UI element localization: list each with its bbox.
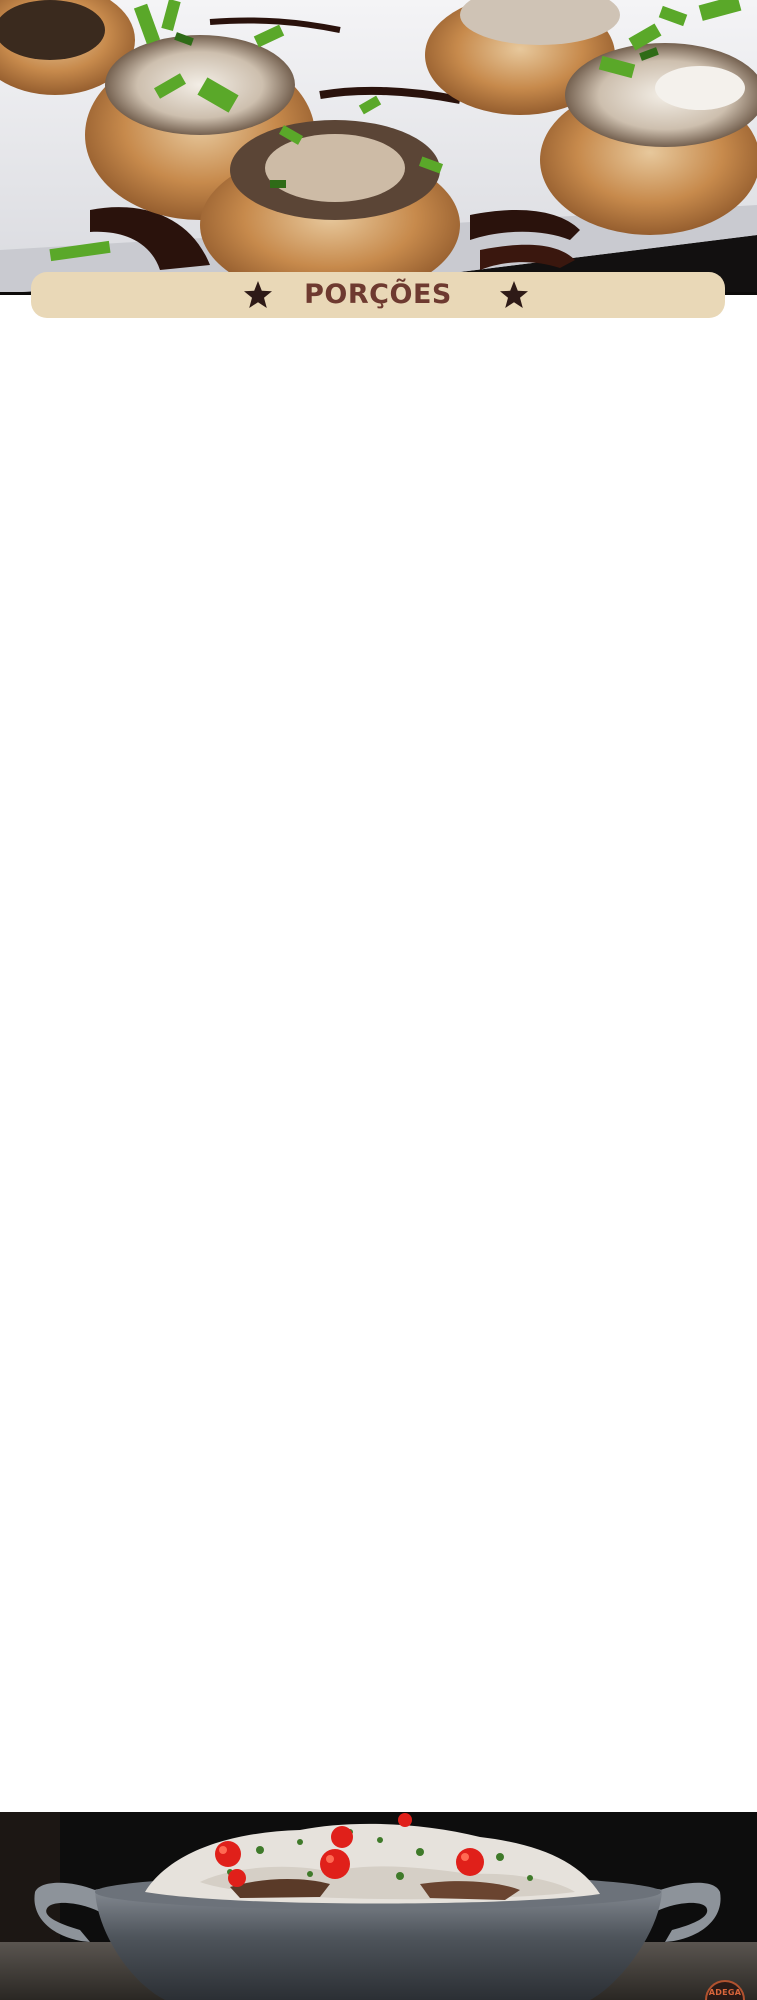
hero-image-skillet (0, 1812, 757, 2000)
star-icon (499, 280, 529, 310)
section-title: PORÇÕES (304, 279, 452, 310)
brand-logo-text: ADEGA (708, 1988, 742, 1997)
star-icon (243, 280, 273, 310)
hero-image-sushi (0, 0, 757, 295)
skillet-dish-photo-icon (0, 1812, 757, 2000)
section-header-portions (31, 272, 725, 318)
sushi-photo-icon (0, 0, 757, 295)
